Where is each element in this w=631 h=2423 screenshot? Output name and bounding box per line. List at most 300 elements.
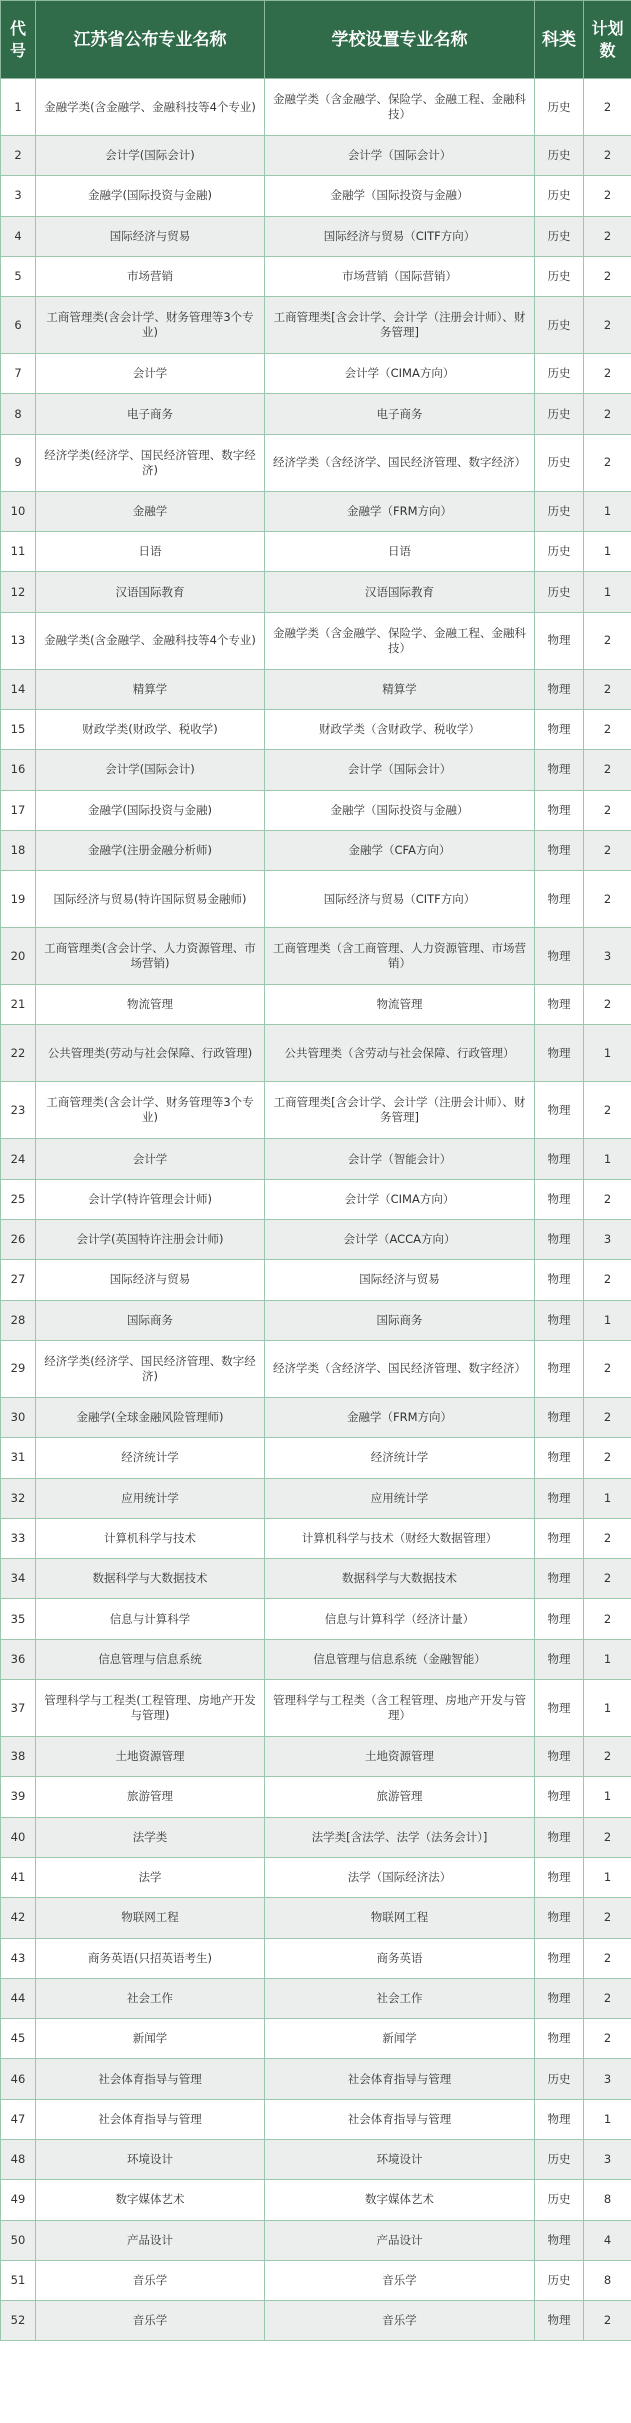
cell-code: 47 (1, 2099, 36, 2139)
cell-subject: 物理 (535, 1220, 584, 1260)
table-row (1, 1300, 631, 1340)
cell-plan: 1 (584, 1857, 631, 1897)
cell-school-major: 国际商务 (265, 1300, 535, 1340)
cell-subject: 物理 (535, 1478, 584, 1518)
cell-school-major: 法学类[含法学、法学（法务会计）] (265, 1817, 535, 1857)
cell-code: 23 (1, 1082, 36, 1139)
cell-code: 13 (1, 612, 36, 669)
cell-plan: 2 (584, 1340, 631, 1397)
cell-code: 3 (1, 176, 36, 216)
cell-school-major: 电子商务 (265, 394, 535, 434)
cell-code: 44 (1, 1978, 36, 2018)
cell-code: 4 (1, 216, 36, 256)
cell-subject: 物理 (535, 1857, 584, 1897)
table-row (1, 2099, 631, 2139)
table-row (1, 216, 631, 256)
cell-subject: 物理 (535, 830, 584, 870)
cell-plan: 2 (584, 79, 631, 136)
cell-plan: 1 (584, 1639, 631, 1679)
table-body (1, 79, 631, 2341)
header-subject: 科类 (535, 1, 584, 79)
cell-code: 25 (1, 1179, 36, 1219)
cell-province-major: 经济学类(经济学、国民经济管理、数字经济) (36, 434, 265, 491)
cell-subject: 物理 (535, 1898, 584, 1938)
cell-school-major: 社会体育指导与管理 (265, 2099, 535, 2139)
cell-province-major: 应用统计学 (36, 1478, 265, 1518)
table-row (1, 1680, 631, 1737)
cell-school-major: 会计学（国际会计） (265, 136, 535, 176)
cell-subject: 历史 (535, 216, 584, 256)
table-row (1, 1478, 631, 1518)
cell-code: 52 (1, 2301, 36, 2341)
cell-school-major: 经济学类（含经济学、国民经济管理、数字经济） (265, 434, 535, 491)
cell-school-major: 信息与计算科学（经济计量） (265, 1599, 535, 1639)
cell-subject: 物理 (535, 928, 584, 985)
cell-plan: 2 (584, 985, 631, 1025)
cell-subject: 物理 (535, 1518, 584, 1558)
cell-code: 39 (1, 1777, 36, 1817)
cell-plan: 1 (584, 572, 631, 612)
cell-province-major: 音乐学 (36, 2260, 265, 2300)
cell-school-major: 土地资源管理 (265, 1737, 535, 1777)
table-row (1, 256, 631, 296)
cell-plan: 1 (584, 1025, 631, 1082)
cell-subject: 物理 (535, 1777, 584, 1817)
cell-subject: 历史 (535, 2139, 584, 2179)
cell-province-major: 公共管理类(劳动与社会保障、行政管理) (36, 1025, 265, 1082)
cell-subject: 历史 (535, 176, 584, 216)
cell-province-major: 经济学类(经济学、国民经济管理、数字经济) (36, 1340, 265, 1397)
cell-subject: 历史 (535, 394, 584, 434)
cell-plan: 4 (584, 2220, 631, 2260)
cell-province-major: 会计学(国际会计) (36, 136, 265, 176)
cell-school-major: 物联网工程 (265, 1898, 535, 1938)
cell-subject: 物理 (535, 2301, 584, 2341)
cell-province-major: 金融学类(含金融学、金融科技等4个专业) (36, 612, 265, 669)
table-row (1, 985, 631, 1025)
cell-school-major: 环境设计 (265, 2139, 535, 2179)
cell-province-major: 产品设计 (36, 2220, 265, 2260)
cell-subject: 物理 (535, 1978, 584, 2018)
table-row (1, 1599, 631, 1639)
cell-plan: 2 (584, 176, 631, 216)
cell-code: 32 (1, 1478, 36, 1518)
cell-plan: 2 (584, 1817, 631, 1857)
table-row (1, 394, 631, 434)
cell-school-major: 音乐学 (265, 2260, 535, 2300)
cell-school-major: 工商管理类（含工商管理、人力资源管理、市场营销） (265, 928, 535, 985)
cell-code: 12 (1, 572, 36, 612)
cell-code: 48 (1, 2139, 36, 2179)
table-row (1, 2301, 631, 2341)
table-row (1, 2180, 631, 2220)
cell-code: 15 (1, 709, 36, 749)
cell-plan: 1 (584, 1680, 631, 1737)
table-row (1, 2260, 631, 2300)
header-code: 代号 (1, 1, 36, 79)
cell-code: 18 (1, 830, 36, 870)
table-row (1, 1857, 631, 1897)
table-row (1, 1639, 631, 1679)
cell-subject: 物理 (535, 1300, 584, 1340)
cell-code: 21 (1, 985, 36, 1025)
cell-subject: 物理 (535, 2220, 584, 2260)
cell-school-major: 金融学（CFA方向） (265, 830, 535, 870)
cell-subject: 物理 (535, 1599, 584, 1639)
cell-province-major: 会计学 (36, 1139, 265, 1179)
cell-subject: 物理 (535, 2099, 584, 2139)
cell-province-major: 会计学(国际会计) (36, 750, 265, 790)
cell-code: 43 (1, 1938, 36, 1978)
cell-province-major: 金融学 (36, 491, 265, 531)
cell-school-major: 数字媒体艺术 (265, 2180, 535, 2220)
cell-school-major: 法学（国际经济法） (265, 1857, 535, 1897)
cell-code: 27 (1, 1260, 36, 1300)
cell-school-major: 金融学类（含金融学、保险学、金融工程、金融科技） (265, 79, 535, 136)
cell-subject: 物理 (535, 1639, 584, 1679)
table-row (1, 1518, 631, 1558)
cell-code: 33 (1, 1518, 36, 1558)
cell-code: 46 (1, 2059, 36, 2099)
cell-province-major: 金融学(国际投资与金融) (36, 176, 265, 216)
cell-school-major: 经济统计学 (265, 1438, 535, 1478)
cell-subject: 历史 (535, 256, 584, 296)
cell-school-major: 计算机科学与技术（财经大数据管理） (265, 1518, 535, 1558)
cell-plan: 2 (584, 2301, 631, 2341)
cell-plan: 2 (584, 750, 631, 790)
cell-subject: 历史 (535, 572, 584, 612)
cell-school-major: 日语 (265, 532, 535, 572)
cell-province-major: 日语 (36, 532, 265, 572)
cell-subject: 物理 (535, 985, 584, 1025)
cell-subject: 物理 (535, 750, 584, 790)
cell-subject: 物理 (535, 612, 584, 669)
table-row (1, 2139, 631, 2179)
cell-province-major: 金融学(全球金融风险管理师) (36, 1397, 265, 1437)
table-row (1, 572, 631, 612)
cell-code: 6 (1, 297, 36, 354)
cell-school-major: 应用统计学 (265, 1478, 535, 1518)
cell-school-major: 汉语国际教育 (265, 572, 535, 612)
table-row (1, 434, 631, 491)
cell-province-major: 管理科学与工程类(工程管理、房地产开发与管理) (36, 1680, 265, 1737)
cell-province-major: 物流管理 (36, 985, 265, 1025)
cell-plan: 2 (584, 830, 631, 870)
cell-code: 10 (1, 491, 36, 531)
cell-school-major: 公共管理类（含劳动与社会保障、行政管理） (265, 1025, 535, 1082)
header-row (1, 1, 631, 79)
cell-code: 5 (1, 256, 36, 296)
cell-province-major: 国际经济与贸易 (36, 216, 265, 256)
cell-code: 16 (1, 750, 36, 790)
cell-province-major: 环境设计 (36, 2139, 265, 2179)
cell-province-major: 工商管理类(含会计学、财务管理等3个专业) (36, 1082, 265, 1139)
cell-subject: 物理 (535, 1559, 584, 1599)
cell-school-major: 新闻学 (265, 2019, 535, 2059)
cell-plan: 2 (584, 1599, 631, 1639)
cell-school-major: 市场营销（国际营销） (265, 256, 535, 296)
cell-school-major: 管理科学与工程类（含工程管理、房地产开发与管理） (265, 1680, 535, 1737)
table-row (1, 1260, 631, 1300)
cell-plan: 8 (584, 2180, 631, 2220)
cell-code: 31 (1, 1438, 36, 1478)
cell-school-major: 工商管理类[含会计学、会计学（注册会计师）、财务管理] (265, 1082, 535, 1139)
cell-province-major: 财政学类(财政学、税收学) (36, 709, 265, 749)
table-row (1, 830, 631, 870)
cell-code: 19 (1, 871, 36, 928)
cell-school-major: 金融学（FRM方向） (265, 491, 535, 531)
cell-school-major: 信息管理与信息系统（金融智能） (265, 1639, 535, 1679)
cell-plan: 2 (584, 1737, 631, 1777)
cell-subject: 物理 (535, 1397, 584, 1437)
table-row (1, 871, 631, 928)
table-row (1, 669, 631, 709)
cell-school-major: 经济学类（含经济学、国民经济管理、数字经济） (265, 1340, 535, 1397)
cell-subject: 历史 (535, 136, 584, 176)
cell-province-major: 市场营销 (36, 256, 265, 296)
cell-code: 50 (1, 2220, 36, 2260)
cell-code: 22 (1, 1025, 36, 1082)
table-row (1, 354, 631, 394)
cell-code: 2 (1, 136, 36, 176)
cell-province-major: 会计学(特许管理会计师) (36, 1179, 265, 1219)
cell-province-major: 信息与计算科学 (36, 1599, 265, 1639)
cell-plan: 2 (584, 709, 631, 749)
cell-subject: 物理 (535, 1025, 584, 1082)
cell-province-major: 会计学(英国特许注册会计师) (36, 1220, 265, 1260)
table-row (1, 1340, 631, 1397)
cell-code: 51 (1, 2260, 36, 2300)
cell-province-major: 金融学(注册金融分析师) (36, 830, 265, 870)
table-row (1, 1179, 631, 1219)
cell-code: 26 (1, 1220, 36, 1260)
cell-province-major: 精算学 (36, 669, 265, 709)
cell-plan: 2 (584, 871, 631, 928)
cell-code: 17 (1, 790, 36, 830)
cell-province-major: 计算机科学与技术 (36, 1518, 265, 1558)
table-row (1, 709, 631, 749)
header-school-major: 学校设置专业名称 (265, 1, 535, 79)
cell-province-major: 法学 (36, 1857, 265, 1897)
cell-plan: 2 (584, 1260, 631, 1300)
cell-plan: 2 (584, 612, 631, 669)
cell-province-major: 金融学(国际投资与金融) (36, 790, 265, 830)
cell-code: 11 (1, 532, 36, 572)
cell-school-major: 旅游管理 (265, 1777, 535, 1817)
table-row (1, 2019, 631, 2059)
cell-plan: 2 (584, 1559, 631, 1599)
cell-province-major: 国际经济与贸易 (36, 1260, 265, 1300)
cell-province-major: 工商管理类(含会计学、人力资源管理、市场营销) (36, 928, 265, 985)
cell-plan: 2 (584, 256, 631, 296)
cell-plan: 2 (584, 1898, 631, 1938)
cell-school-major: 金融学类（含金融学、保险学、金融工程、金融科技） (265, 612, 535, 669)
cell-subject: 物理 (535, 1340, 584, 1397)
cell-code: 38 (1, 1737, 36, 1777)
header-plan: 计划数 (584, 1, 631, 79)
table-row (1, 1817, 631, 1857)
cell-school-major: 社会体育指导与管理 (265, 2059, 535, 2099)
cell-plan: 1 (584, 491, 631, 531)
cell-school-major: 音乐学 (265, 2301, 535, 2341)
cell-school-major: 财政学类（含财政学、税收学） (265, 709, 535, 749)
table-row (1, 1438, 631, 1478)
cell-plan: 3 (584, 2059, 631, 2099)
cell-plan: 2 (584, 434, 631, 491)
cell-code: 20 (1, 928, 36, 985)
cell-code: 29 (1, 1340, 36, 1397)
cell-school-major: 会计学（CIMA方向） (265, 354, 535, 394)
cell-subject: 物理 (535, 1817, 584, 1857)
cell-school-major: 金融学（国际投资与金融） (265, 790, 535, 830)
cell-plan: 3 (584, 1220, 631, 1260)
cell-plan: 2 (584, 790, 631, 830)
cell-school-major: 社会工作 (265, 1978, 535, 2018)
cell-plan: 2 (584, 1518, 631, 1558)
cell-plan: 1 (584, 532, 631, 572)
cell-subject: 历史 (535, 2180, 584, 2220)
table-row (1, 790, 631, 830)
cell-plan: 1 (584, 1300, 631, 1340)
cell-province-major: 土地资源管理 (36, 1737, 265, 1777)
cell-school-major: 精算学 (265, 669, 535, 709)
cell-school-major: 会计学（CIMA方向） (265, 1179, 535, 1219)
cell-subject: 历史 (535, 532, 584, 572)
cell-province-major: 新闻学 (36, 2019, 265, 2059)
cell-school-major: 国际经济与贸易（CITF方向） (265, 871, 535, 928)
cell-plan: 2 (584, 1978, 631, 2018)
header-province-major: 江苏省公布专业名称 (36, 1, 265, 79)
cell-plan: 2 (584, 2019, 631, 2059)
table-row (1, 1978, 631, 2018)
cell-subject: 物理 (535, 1737, 584, 1777)
cell-code: 49 (1, 2180, 36, 2220)
table-row (1, 1938, 631, 1978)
cell-subject: 物理 (535, 871, 584, 928)
cell-code: 37 (1, 1680, 36, 1737)
cell-school-major: 物流管理 (265, 985, 535, 1025)
cell-plan: 2 (584, 136, 631, 176)
table-row (1, 79, 631, 136)
cell-plan: 2 (584, 216, 631, 256)
cell-subject: 历史 (535, 491, 584, 531)
cell-plan: 1 (584, 2099, 631, 2139)
table-row (1, 1220, 631, 1260)
cell-code: 1 (1, 79, 36, 136)
cell-subject: 物理 (535, 790, 584, 830)
cell-code: 30 (1, 1397, 36, 1437)
cell-plan: 1 (584, 1478, 631, 1518)
table-row (1, 1559, 631, 1599)
cell-subject: 物理 (535, 1680, 584, 1737)
table-row (1, 1777, 631, 1817)
table-row (1, 1898, 631, 1938)
cell-subject: 历史 (535, 79, 584, 136)
cell-code: 34 (1, 1559, 36, 1599)
cell-province-major: 电子商务 (36, 394, 265, 434)
cell-subject: 物理 (535, 669, 584, 709)
cell-province-major: 金融学类(含金融学、金融科技等4个专业) (36, 79, 265, 136)
cell-subject: 历史 (535, 354, 584, 394)
cell-province-major: 工商管理类(含会计学、财务管理等3个专业) (36, 297, 265, 354)
cell-province-major: 社会体育指导与管理 (36, 2099, 265, 2139)
cell-province-major: 物联网工程 (36, 1898, 265, 1938)
cell-school-major: 数据科学与大数据技术 (265, 1559, 535, 1599)
cell-province-major: 法学类 (36, 1817, 265, 1857)
cell-plan: 2 (584, 297, 631, 354)
table-row (1, 532, 631, 572)
cell-province-major: 社会体育指导与管理 (36, 2059, 265, 2099)
cell-province-major: 汉语国际教育 (36, 572, 265, 612)
cell-code: 36 (1, 1639, 36, 1679)
cell-code: 28 (1, 1300, 36, 1340)
cell-subject: 历史 (535, 2260, 584, 2300)
cell-plan: 3 (584, 928, 631, 985)
table-row (1, 491, 631, 531)
cell-code: 35 (1, 1599, 36, 1639)
cell-plan: 2 (584, 1082, 631, 1139)
cell-subject: 历史 (535, 2059, 584, 2099)
table-row (1, 1737, 631, 1777)
table-row (1, 1025, 631, 1082)
table-row (1, 928, 631, 985)
cell-subject: 物理 (535, 709, 584, 749)
cell-subject: 物理 (535, 1082, 584, 1139)
cell-plan: 2 (584, 1438, 631, 1478)
cell-plan: 1 (584, 1139, 631, 1179)
cell-province-major: 国际经济与贸易(特许国际贸易金融师) (36, 871, 265, 928)
cell-subject: 物理 (535, 1438, 584, 1478)
cell-subject: 物理 (535, 1139, 584, 1179)
cell-province-major: 信息管理与信息系统 (36, 1639, 265, 1679)
table-row (1, 612, 631, 669)
table-row (1, 1397, 631, 1437)
table-row (1, 750, 631, 790)
cell-code: 41 (1, 1857, 36, 1897)
cell-province-major: 经济统计学 (36, 1438, 265, 1478)
cell-school-major: 产品设计 (265, 2220, 535, 2260)
cell-subject: 物理 (535, 1179, 584, 1219)
cell-plan: 2 (584, 1179, 631, 1219)
cell-code: 8 (1, 394, 36, 434)
cell-subject: 物理 (535, 1260, 584, 1300)
cell-code: 24 (1, 1139, 36, 1179)
table-row (1, 297, 631, 354)
cell-code: 45 (1, 2019, 36, 2059)
cell-code: 14 (1, 669, 36, 709)
cell-school-major: 国际经济与贸易（CITF方向） (265, 216, 535, 256)
cell-code: 7 (1, 354, 36, 394)
cell-province-major: 数据科学与大数据技术 (36, 1559, 265, 1599)
cell-plan: 3 (584, 2139, 631, 2179)
cell-code: 40 (1, 1817, 36, 1857)
cell-plan: 2 (584, 1397, 631, 1437)
cell-province-major: 国际商务 (36, 1300, 265, 1340)
table-row (1, 2059, 631, 2099)
cell-province-major: 社会工作 (36, 1978, 265, 2018)
cell-school-major: 会计学（智能会计） (265, 1139, 535, 1179)
table-row (1, 2220, 631, 2260)
cell-plan: 1 (584, 1777, 631, 1817)
cell-school-major: 金融学（FRM方向） (265, 1397, 535, 1437)
cell-subject: 物理 (535, 2019, 584, 2059)
cell-province-major: 旅游管理 (36, 1777, 265, 1817)
cell-subject: 物理 (535, 1938, 584, 1978)
cell-school-major: 国际经济与贸易 (265, 1260, 535, 1300)
cell-code: 42 (1, 1898, 36, 1938)
table-row (1, 1139, 631, 1179)
cell-school-major: 工商管理类[含会计学、会计学（注册会计师）、财务管理] (265, 297, 535, 354)
